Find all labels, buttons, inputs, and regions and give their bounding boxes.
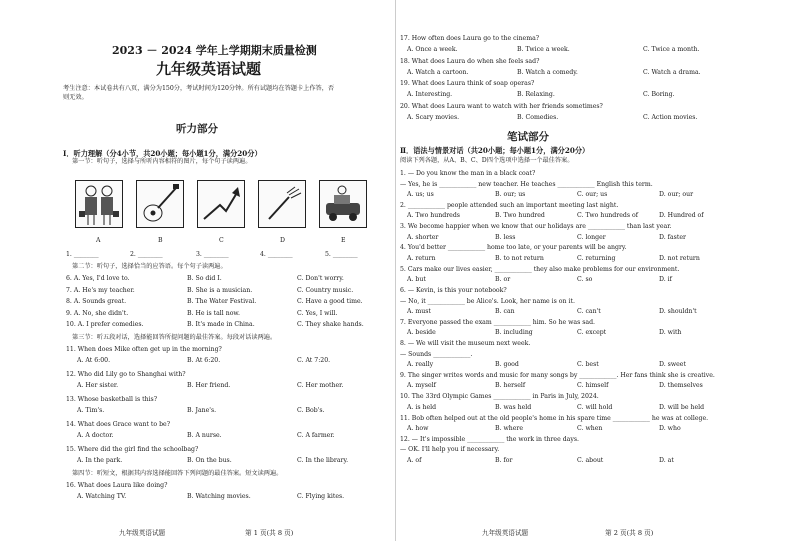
grammar-q2-option-c: C. Two hundreds of (577, 212, 638, 220)
grammar-q6-option-c: C. can't (577, 308, 601, 315)
grammar-q11-option-b: B. where (495, 425, 524, 432)
grammar-q7-line-1: 7. Everyone passed the exam ____________ him. So he was sad. (400, 318, 596, 326)
grammar-q9-line-1: 9. The singer writes words and music for many songs by ____________. Her fans think she is creative. (400, 371, 715, 379)
question-18: 18. What does Laura do when she feels sad? (400, 57, 540, 65)
main-title: 九年级英语试题 (156, 60, 262, 78)
grammar-q6-line-2: — No, it ____________ be Alice's. Look, her name is on it. (400, 297, 575, 305)
grammar-q5-option-d: D. if (659, 276, 672, 284)
question-16-option-a: A. Watching TV. (77, 493, 127, 500)
question-11-option-c: C. At 7:20. (297, 357, 331, 364)
arrow-up-icon (198, 181, 244, 227)
grammar-q6-option-d: D. shouldn't (659, 308, 697, 315)
grammar-q1-option-a: A. us; us (407, 191, 434, 198)
answer-5: 5. ________ (325, 251, 358, 258)
question-18-option-b: B. Watch a comedy. (517, 68, 578, 76)
picture-letter-b: B (158, 237, 163, 244)
grammar-q11-option-d: D. who (659, 425, 681, 432)
guitar-icon (137, 181, 183, 227)
picture-letter-a: A (96, 237, 101, 244)
grammar-q11-line-1: 11. Bob often helped out at the old people's home in his spare time ____________ he was at college. (400, 414, 709, 422)
grammar-q2-line-1: 2. ____________ people attended such an important meeting last night. (400, 201, 619, 209)
grammar-q9-option-d: D. themselves (659, 382, 703, 390)
grammar-q12-option-b: B. for (495, 456, 513, 464)
q6-option-b: B. So did I. (187, 275, 222, 282)
q7-option-b: B. She is a musician. (187, 286, 253, 294)
section-1-sub-4: 第四节：听短文，根据其内容选择能回答下列问题的最佳答案。短文读两遍。 (72, 470, 283, 477)
question-17-option-a: A. Once a week. (407, 46, 458, 53)
grammar-q9-option-c: C. himself (577, 382, 609, 390)
picture-e (319, 180, 367, 228)
grammar-q4-option-d: D. not return (659, 254, 700, 262)
footer-name-2: 九年级英语试题 (482, 529, 529, 537)
q10-option-a: 10. A. I prefer comedies. (66, 321, 144, 328)
grammar-q6-option-b: B. can (495, 308, 515, 315)
question-17-option-b: B. Twice a week. (517, 46, 570, 53)
question-12-option-b: B. Her friend. (187, 382, 231, 389)
grammar-q3-option-d: D. faster (659, 233, 686, 241)
answer-3: 3. ________ (196, 251, 229, 258)
exam-page-2 (397, 0, 794, 541)
grammar-q3-line-1: 3. We become happier when we know that our holidays are ____________ than last year. (400, 223, 672, 231)
question-17-option-c: C. Twice a month. (643, 46, 700, 53)
picture-d (258, 180, 306, 228)
picture-c (197, 180, 245, 228)
grammar-q8-option-d: D. sweet (659, 361, 686, 369)
picture-letter-e: E (341, 237, 346, 244)
exam-page-1 (0, 0, 392, 541)
grammar-q10-line-1: 10. The 33rd Olympic Games ____________ in Paris in July, 2024. (400, 393, 599, 401)
question-13: 13. Whose basketball is this? (66, 396, 158, 403)
grammar-q4-option-c: C. returning (577, 254, 616, 262)
q8-option-b: B. The Water Festival. (187, 298, 257, 305)
question-20-option-c: C. Action movies. (643, 113, 698, 121)
question-14-option-a: A. A doctor. (77, 432, 114, 439)
grammar-q2-option-b: B. Two hundred (495, 212, 545, 220)
footer-name-1: 九年级英语试题 (119, 529, 166, 537)
section-1-sub-1: 第一节：听句子，选择与所听内容相符的图片，每个句子读两遍。 (72, 158, 252, 165)
grammar-q5-option-a: A. but (407, 276, 426, 284)
grammar-q3-option-a: A. shorter (407, 233, 439, 241)
picture-letter-c: C (219, 237, 224, 244)
footer-page-1: 第 1 页(共 8 页) (245, 529, 294, 537)
picture-a (75, 180, 123, 228)
question-19-option-b: B. Relaxing. (517, 91, 555, 98)
question-19-option-c: C. Boring. (643, 91, 675, 98)
grammar-q11-option-c: C. when (577, 425, 603, 432)
question-14-option-b: B. A nurse. (187, 432, 222, 439)
question-13-option-c: C. Bob's. (297, 407, 325, 414)
written-title: 笔试部分 (507, 131, 549, 143)
question-13-option-b: B. Jane's. (187, 407, 217, 414)
grammar-q1-option-c: C. our; us (577, 191, 608, 198)
q10-option-b: B. It's made in China. (187, 321, 255, 328)
answer-4: 4. ________ (260, 251, 293, 258)
grammar-q11-option-a: A. how (407, 425, 429, 432)
footer-page-2: 第 2 页(共 8 页) (605, 529, 654, 537)
section-2-title: Ⅱ．语法与情景对话（共20小题；每小题1分，满分20分） (400, 146, 590, 155)
listening-title: 听力部分 (176, 123, 218, 135)
grammar-q1-option-d: D. our; our (659, 191, 694, 198)
q6-option-c: C. Don't worry. (297, 275, 344, 282)
q7-option-a: 7. A. He's my teacher. (66, 286, 135, 294)
q6-option-a: 6. A. Yes, I'd love to. (66, 275, 130, 282)
grammar-q3-option-c: C. longer (577, 233, 606, 241)
grammar-q8-option-a: A. really (407, 361, 434, 369)
grammar-q12-option-d: D. at (659, 456, 674, 464)
grammar-q7-option-b: B. including (495, 329, 533, 337)
question-16-option-b: B. Watching movies. (187, 493, 251, 500)
answer-2: 2. ________ (130, 251, 163, 258)
toy-car-icon (320, 181, 366, 227)
grammar-q7-option-c: C. except (577, 329, 607, 337)
header-title: 2023 － 2024 学年上学期期末质量检测 (112, 44, 317, 57)
section-2-sub: 阅读下列各题，从A、B、C、D四个选项中选择一个最佳答案。 (400, 157, 574, 164)
q9-option-b: B. He is tall now. (187, 309, 240, 317)
grammar-q6-option-a: A. must (407, 308, 431, 315)
question-12: 12. Who did Lily go to Shanghai with? (66, 371, 186, 378)
question-15-option-a: A. In the park. (77, 457, 123, 464)
q8-option-a: 8. A. Sounds great. (66, 298, 127, 305)
question-13-option-a: A. Tim's. (77, 407, 105, 414)
question-11-option-b: B. At 6:20. (187, 357, 221, 364)
question-17: 17. How often does Laura go to the cinema? (400, 35, 540, 42)
grammar-q8-line-1: 8. — We will visit the museum next week. (400, 340, 531, 348)
question-19-option-a: A. Interesting. (407, 91, 453, 98)
picture-b (136, 180, 184, 228)
grammar-q7-option-d: D. with (659, 329, 682, 337)
grammar-q8-option-c: C. best (577, 361, 599, 369)
q9-option-c: C. Yes, I will. (297, 309, 338, 317)
grammar-q10-option-c: C. will hold (577, 403, 613, 411)
question-11-option-a: A. At 6:00. (77, 357, 111, 364)
grammar-q12-line-1: 12. — It's impossible ____________ the work in three days. (400, 435, 579, 443)
grammar-q9-option-a: A. myself (407, 382, 436, 390)
question-12-option-c: C. Her mother. (297, 382, 344, 389)
q9-option-a: 9. A. No, she didn't. (66, 309, 129, 317)
grammar-q8-option-b: B. good (495, 361, 519, 369)
grammar-q1-line-2: — Yes, he is ____________ new teacher. He teaches ____________ English this term. (400, 180, 653, 188)
question-15: 15. Where did the girl find the schoolbag? (66, 446, 199, 453)
question-16: 16. What does Laura like doing? (66, 482, 168, 489)
question-16-option-c: C. Flying kites. (297, 493, 345, 500)
grammar-q10-option-b: B. was held (495, 403, 532, 411)
notice-line-2: 则无效。 (63, 94, 88, 101)
question-15-option-c: C. In the library. (297, 457, 349, 464)
grammar-q9-option-b: B. herself (495, 382, 526, 390)
picture-letter-d: D (280, 237, 285, 244)
grammar-q10-option-d: D. will be held (659, 403, 705, 411)
question-11: 11. When does Mike often get up in the morning? (66, 346, 222, 353)
q10-option-c: C. They shake hands. (297, 321, 364, 328)
grammar-q3-option-b: B. less (495, 233, 516, 241)
question-18-option-a: A. Watch a cartoon. (407, 68, 469, 76)
grammar-q5-option-b: B. or (495, 276, 511, 284)
question-19: 19. What does Laura think of soap operas? (400, 80, 535, 87)
question-14-option-c: C. A farmer. (297, 432, 335, 439)
grammar-q2-option-d: D. Hundred of (659, 212, 704, 220)
q7-option-c: C. Country music. (297, 286, 354, 294)
grammar-q5-line-1: 5. Cars make our lives easier, ____________ they also make problems for our environment. (400, 265, 680, 273)
grammar-q5-option-c: C. so (577, 276, 593, 284)
grammar-q1-line-1: 1. — Do you know the man in a black coat? (400, 170, 536, 177)
grammar-q2-option-a: A. Two hundreds (407, 212, 460, 220)
question-14: 14. What does Grace want to be? (66, 421, 171, 428)
businessmen-icon (76, 181, 122, 227)
grammar-q1-option-b: B. our; us (495, 191, 526, 198)
grammar-q7-option-a: A. beside (407, 329, 436, 337)
grammar-q6-line-1: 6. — Kevin, is this your notebook? (400, 287, 507, 294)
q8-option-c: C. Have a good time. (297, 298, 363, 305)
grammar-q10-option-a: A. is held (407, 403, 437, 411)
section-1-sub-3: 第三节：听五段对话，选择能回答所提问题的最佳答案。每段对话读两遍。 (72, 334, 277, 341)
grammar-q4-option-b: B. to not return (495, 254, 544, 262)
section-1-title: Ⅰ．听力理解（分4小节，共20小题；每小题1分，满分20分） (63, 149, 262, 158)
answer-1: 1. ________ (66, 251, 99, 258)
question-18-option-c: C. Watch a drama. (643, 68, 701, 76)
grammar-q12-option-a: A. of (407, 456, 422, 464)
question-15-option-b: B. On the bus. (187, 457, 232, 464)
page-divider (395, 0, 396, 541)
question-20: 20. What does Laura want to watch with her friends sometimes? (400, 102, 603, 110)
question-20-option-a: A. Scary movies. (407, 113, 460, 121)
question-12-option-a: A. Her sister. (77, 382, 119, 389)
grammar-q8-line-2: — Sounds ____________. (400, 350, 473, 358)
grammar-q4-option-a: A. return (407, 254, 436, 262)
grammar-q12-line-2: — OK. I'll help you if necessary. (400, 446, 500, 454)
question-20-option-b: B. Comedies. (517, 113, 559, 121)
notice-line-1: 考生注意：本试卷共有八页，满分为150分，考试时间为120分钟。所有试题均在答题卡上作答，否 (63, 85, 335, 92)
section-1-sub-2: 第二节：听句子，选择恰当的应答语。每个句子读两遍。 (72, 263, 227, 270)
grammar-q4-line-1: 4. You'd better ____________ home too late, or your parents will be angry. (400, 244, 627, 252)
fork-icon (259, 181, 305, 227)
grammar-q12-option-c: C. about (577, 456, 604, 464)
